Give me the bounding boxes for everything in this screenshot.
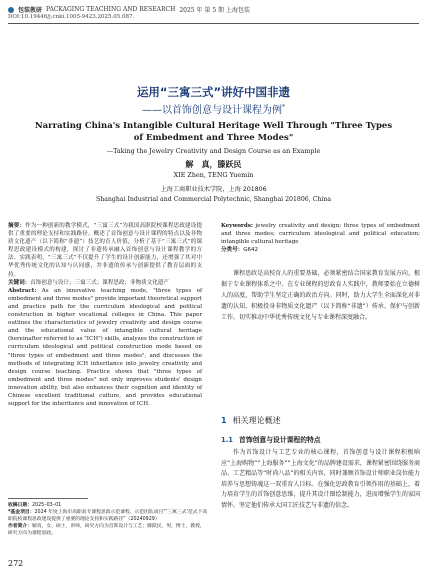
section-1-1-body [221,448,420,512]
header-divider [8,23,419,24]
journal-name-en: PACKAGING TEACHING AND RESEARCH [46,6,176,13]
abstract-column [8,222,202,408]
fund-text: 2024 年度上海市高职高专课程思政示范课程、示范团队项目“‘三寓三式’范式下高职院校课程思政建设提供了重要的理论支持和实践路径”（20240929） [8,510,208,522]
subtitle-cn [0,101,427,116]
title-cn: 运用“三寓三式”讲好中国非遗 [136,85,291,99]
author-bio-text: 解真，女，硕士，讲师，研究方向为首饰设计与工艺；滕跃民，男，博士，教授，研究方向为课程思政。 [8,524,205,536]
author-bio-label: 作者简介： [8,524,32,529]
section-1-1-number: 1.1 [221,436,234,444]
journal-logo-icon [8,7,14,13]
keywords-cn-text: 首饰创意与设计；三寓三式；课程思政；非物质文化遗产 [30,279,169,286]
page-number: 272 [8,559,24,568]
affiliation-cn: 上海工商职业技术学院，上海 201806 [160,186,267,193]
abstract-en [8,287,202,408]
keywords-cn [8,279,202,287]
fund-label: *基金项目： [8,510,35,515]
subtitle-en: —Taking the Jewelry Creativity and Design Course as an Example [106,147,321,155]
section-1-title: 相关理论概述 [232,416,281,425]
classification [221,246,420,254]
section-1-number: 1 [221,416,227,425]
right-column [221,222,420,323]
abstract-cn-text: 作为一种创新的教学模式，“三寓三式”为我国高职院校课程思政建设提供了重要的理论支持和实践路径。概述了首饰创意与设计课程的特点以及非物质文化遗产（以下简称“非遗”）技艺的育人价值，分析了基于“三寓三式”的课程思政建设模式的构建，探讨了非遗传承融入首饰创意与设计课程教学的方法。实践表明，“三寓三式”不仅提升了学生的设计创新能力，还增强了其对中华优秀传统文化的认知与认同感，弁非遗的传承与创新提供了教育层面的支持。 [8,223,203,278]
section-1-1-title: 首饰创意与设计课程的特点 [239,436,321,444]
keywords-en-text: jewelry creativity and design; three types of embedment and three modes; curriculum ideological and political education; intangible cultural heritage [221,223,421,246]
footnote-author [8,523,208,537]
abstract-en-label: Abstract: [8,287,37,294]
authors-en: XIE Zhen, TENG Yuemin [173,171,254,179]
subtitle-footnote-mark: * [282,103,285,111]
footnote-fund [8,509,208,523]
abstract-cn-label: 摘要： [8,223,26,229]
authors-cn: 解 真，滕跃民 [185,160,242,169]
journal-header [8,5,250,14]
intro-paragraph: 课程思政是高校育人的重要基础，必须紧密结合国家教育发展方向，根据于专业课程体系之中。在专业课程的思政育人实践中，教师要始在立德树人的高度，帮助学生坚定正确的政治方向。同时，助力大学生全面深化对非遗的认知，积极投身非物质文化遗产（以下简称“非遗”）传承、保护与创新工作，切实推动中华优秀传统文化与专业课程深度融合。 [221,270,420,322]
abstract-en-text: As an innovative teaching mode, "three types of embedment and three modes" provide important theoretical support and practice path for the curriculum ideological and political construction in higher vocational colleges in China. This paper outlines the characteristics of jewelry creativity and design course and the educational value of intangible cultural heritage (hereinafter referred to as "ICH") skills, analyzes the construction of curriculum ideological and political construction mode based on "three types of embedment and three modes", and discusses the methods of integrating ICH inheritance into jewelry creativity and design course teaching. Practice shows that "three types of embedment and three modes" not only improves students' design innovation ability, but also enhances their cognition and identity of Chinese excellent traditional culture, and provides educational support for the inheritance and innovation of ICH. [8,287,202,408]
footnote-divider [8,498,88,499]
footnote-received [8,502,208,509]
keywords-cn-label: 关键词： [8,279,31,286]
classification-value: G642 [243,247,259,254]
journal-name-cn: 包装教研 [18,8,43,14]
issue-info: 2025 年 第 5 期 上海包装 [179,7,250,14]
keywords-en [221,222,420,246]
subtitle-cn-text: ——以首饰创意与设计课程为例 [142,105,282,116]
section-1-heading [221,415,281,426]
affiliation-en: Shanghai Industrial and Commercial Polytechnic, Shanghai 201806, China [95,196,332,203]
title-en: Narrating China's Intangible Cultural Heritage Well Through "Three Types of Embedment and Three Modes" [34,121,393,143]
received-label: 收稿日期： [8,503,32,508]
footnotes [8,502,208,537]
classification-label: 分类号： [221,247,244,254]
section-1-1-paragraph: 作为首饰设计与工艺专业的核心课程，首饰创意与设计课程积极响应“上海购物”“上海服务”“上海文化”的品牌建设需求，课程紧密围绕服务商品、工艺精品等“时尚八品”的相关内容，同时兼顾首饰设计师职业岗位能力培养与思想铸魂这一双重育人目标。在强化思政教育引领作用的基础上，着力培育学生的首饰创意思维，提升其设计图绘制能力，进而增强学生的家国情怀，坚定他们传承大国工匠技艺与非遗的信念。 [221,449,420,509]
received-date: 2025–03–01 [32,503,62,508]
abstract-cn [8,222,202,279]
keywords-en-label: Keywords: [221,223,253,229]
doi: DOI:10.19446/j.cnki.1005-9423.2025.05.087. [8,14,135,20]
section-1-1-heading [221,434,321,444]
